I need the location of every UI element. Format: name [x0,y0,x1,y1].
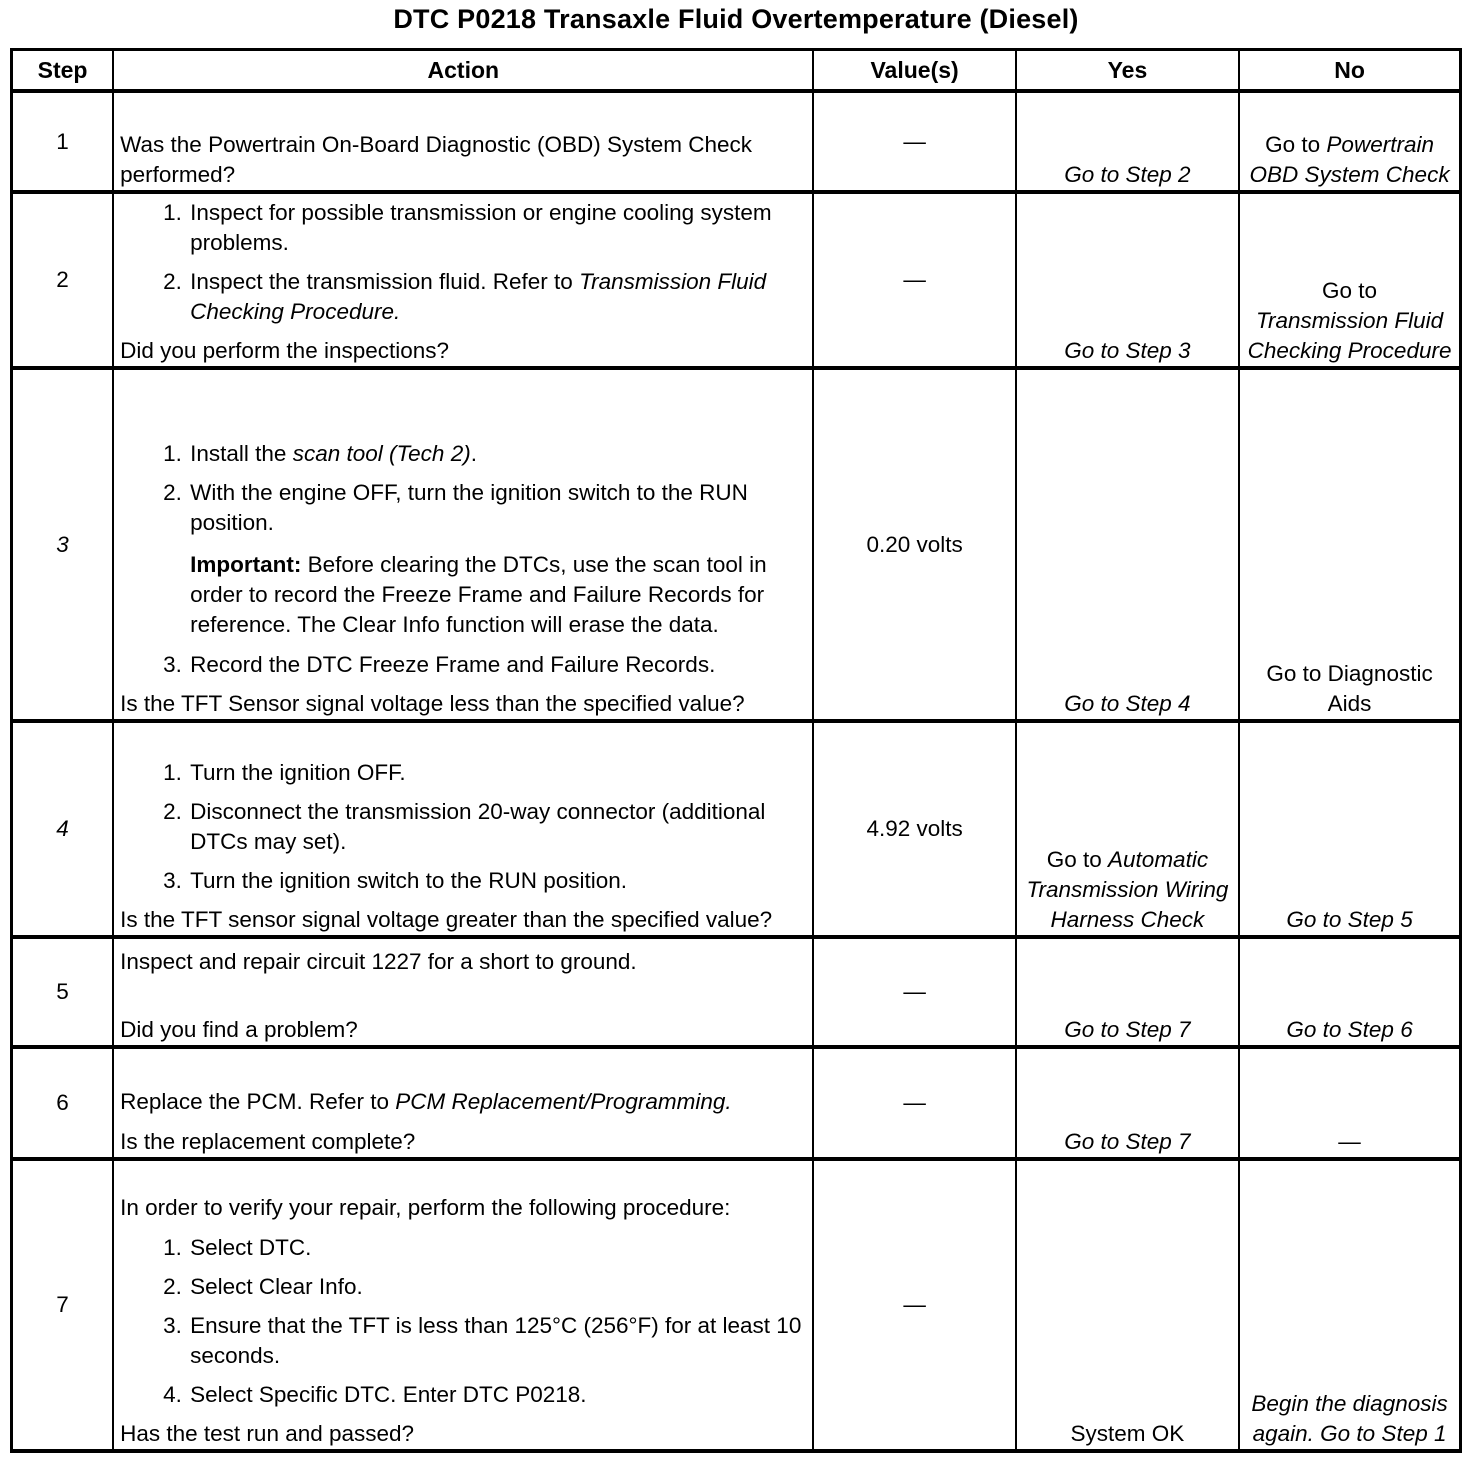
table-row [12,1159,1461,1451]
value-cell: — [813,937,1015,1047]
list-item [188,478,806,640]
list-item [188,1233,806,1263]
table-row [12,1047,1461,1159]
value-cell: — [813,1159,1015,1451]
table-row [12,192,1461,368]
step-number: 4 [12,721,114,937]
instruction-text: Replace the PCM. Refer to [120,1089,396,1114]
value-cell: — [813,91,1015,192]
list-item-text: Disconnect the transmission 20-way connector (additional DTCs may set). [190,799,766,854]
list-item-text: With the engine OFF, turn the ignition switch to the RUN position. [190,480,748,535]
header-yes: Yes [1016,50,1239,92]
no-link[interactable]: Go to Step 6 [1286,1017,1413,1042]
action-instruction [120,1087,806,1117]
list-item-suffix: . [470,441,477,466]
list-item [188,1380,806,1410]
list-item [188,1272,806,1302]
list-item [188,198,806,258]
yes-prefix: Go to [1046,847,1109,872]
table-row [12,368,1461,721]
value-cell: — [813,192,1015,368]
table-row [12,721,1461,937]
list-item [188,758,806,788]
step-number: 1 [12,91,114,192]
yes-link[interactable]: Go to Step 4 [1064,691,1191,716]
procedure-link[interactable]: Transmission Fluid Checking Procedure. [190,269,767,324]
no-cell: — [1239,1047,1460,1159]
step-number: 7 [12,1159,114,1451]
header-no: No [1239,50,1460,92]
important-text: Before clearing the DTCs, use the scan tool in order to record the Freeze Frame and Failure Records for reference. The Clear Info function will erase the data. [190,552,767,637]
no-prefix: Go to [1265,132,1327,157]
action-cell [113,937,813,1047]
no-cell [1239,192,1460,368]
step-number: 3 [12,368,114,721]
list-item-text: Install the [190,441,293,466]
yes-cell [1016,721,1239,937]
yes-cell [1016,1047,1239,1159]
no-link[interactable]: Transmission Fluid Checking Procedure [1247,308,1452,363]
action-question: Was the Powertrain On-Board Diagnostic (OBD) System Check performed? [120,132,753,187]
header-step: Step [12,50,114,92]
yes-link[interactable]: Go to Step 7 [1064,1129,1191,1154]
important-note [190,550,806,640]
no-cell [1239,1159,1460,1451]
list-item-text: Turn the ignition OFF. [190,760,406,785]
no-cell[interactable]: Go to Diagnostic Aids [1239,368,1460,721]
list-item-text: Inspect for possible transmission or engine cooling system problems. [190,200,772,255]
table-header-row [12,50,1461,92]
list-item [188,439,806,469]
no-cell [1239,721,1460,937]
yes-cell [1016,937,1239,1047]
action-instruction: In order to verify your repair, perform the following procedure: [120,1195,731,1220]
yes-cell [1016,91,1239,192]
table-row [12,91,1461,192]
no-prefix: Go to [1322,278,1378,303]
list-item [188,267,806,327]
yes-link[interactable]: Go to Step 7 [1064,1017,1191,1042]
yes-link[interactable]: Automatic Transmission Wiring Harness Check [1026,847,1229,932]
action-cell [113,368,813,721]
header-action: Action [113,50,813,92]
action-cell [113,91,813,192]
action-question: Did you find a problem? [120,1017,358,1042]
step-number: 2 [12,192,114,368]
yes-cell [1016,368,1239,721]
list-item-text: Select Clear Info. [190,1274,363,1299]
action-cell [113,1047,813,1159]
list-item-text: Select Specific DTC. Enter DTC P0218. [190,1382,587,1407]
important-label: Important: [190,552,302,577]
list-item [188,650,806,680]
no-link[interactable]: Go to Step 5 [1286,907,1413,932]
action-question: Has the test run and passed? [120,1421,415,1446]
list-item-text: Inspect the transmission fluid. Refer to [190,269,580,294]
action-cell [113,1159,813,1451]
list-item-text: Record the DTC Freeze Frame and Failure Records. [190,652,716,677]
list-item-text: Select DTC. [190,1235,312,1260]
action-instruction: Inspect and repair circuit 1227 for a short to ground. [120,949,637,974]
no-cell [1239,91,1460,192]
table-row [12,937,1461,1047]
yes-cell: System OK [1016,1159,1239,1451]
no-link[interactable]: Powertrain OBD System Check [1249,132,1450,187]
header-values: Value(s) [813,50,1015,92]
list-item-text: Turn the ignition switch to the RUN position. [190,868,627,893]
value-cell: 0.20 volts [813,368,1015,721]
action-question: Is the TFT sensor signal voltage greater than the specified value? [120,907,773,932]
action-question: Did you perform the inspections? [120,338,450,363]
no-link[interactable]: Begin the diagnosis again. Go to Step 1 [1251,1391,1448,1446]
step-number: 5 [12,937,114,1047]
value-cell: 4.92 volts [813,721,1015,937]
list-item [188,1311,806,1371]
yes-cell [1016,192,1239,368]
value-cell: — [813,1047,1015,1159]
step-number: 6 [12,1047,114,1159]
action-question: Is the replacement complete? [120,1129,416,1154]
yes-link[interactable]: Go to Step 3 [1064,338,1191,363]
list-item-text: Ensure that the TFT is less than 125°C (256°F) for at least 10 seconds. [190,1313,802,1368]
action-cell [113,721,813,937]
action-question: Is the TFT Sensor signal voltage less than the specified value? [120,691,745,716]
list-item [188,866,806,896]
yes-link[interactable]: Go to Step 2 [1064,162,1191,187]
page-title: DTC P0218 Transaxle Fluid Overtemperature (Diesel) [393,4,1079,34]
no-cell [1239,937,1460,1047]
scan-tool-link[interactable]: scan tool (Tech 2) [292,441,471,466]
diagnostic-table [10,48,1462,1453]
pcm-replacement-link[interactable]: PCM Replacement/Programming. [395,1089,732,1114]
action-cell [113,192,813,368]
list-item [188,797,806,857]
